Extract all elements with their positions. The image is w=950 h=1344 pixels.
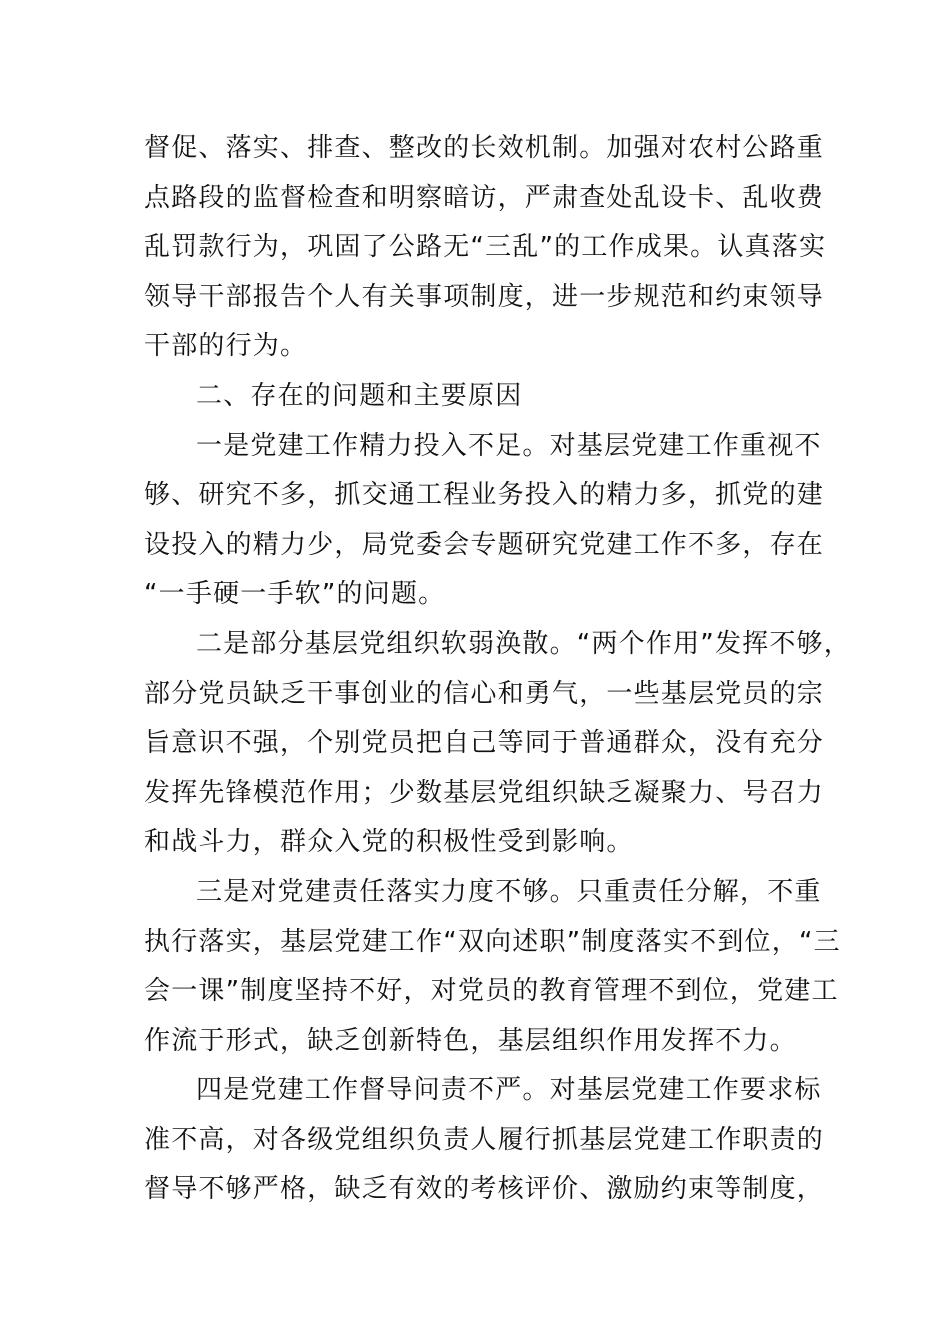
text-line: 乱罚款行为，巩固了公路无“三乱”的工作成果。认真落实 [144,232,827,263]
text-line: “一手硬一手软”的问题。 [144,579,446,610]
text-line: 执行落实，基层党建工作“双向述职”制度落实不到位，“三 [144,926,841,957]
text-line: 督导不够严格，缺乏有效的考核评价、激励约束等制度， [144,1174,825,1205]
text-line: 部分党员缺乏干事创业的信心和勇气，一些基层党员的宗 [144,678,825,709]
text-line: 二是部分基层党组织软弱涣散。“两个作用”发挥不够， [196,628,851,659]
text-line: 发挥先锋模范作用；少数基层党组织缺乏凝聚力、号召力 [144,777,825,808]
text-line: 一是党建工作精力投入不足。对基层党建工作重视不 [196,430,822,461]
text-line: 和战斗力，群众入党的积极性受到影响。 [144,827,634,858]
text-line: 设投入的精力少，局党委会专题研究党建工作不多，存在 [144,529,825,560]
text-line: 干部的行为。 [144,331,308,362]
text-line: 督促、落实、排查、整改的长效机制。加强对农村公路重 [144,133,825,163]
text-line: 四是党建工作督导问责不严。对基层党建工作要求标 [196,1075,822,1106]
text-line: 旨意识不强，个别党员把自己等同于普通群众，没有充分 [144,728,825,759]
text-line: 会一课”制度坚持不好，对党员的教育管理不到位，党建工 [144,976,839,1007]
text-line: 二、存在的问题和主要原因 [196,380,523,411]
text-line: 三是对党建责任落实力度不够。只重责任分解，不重 [196,876,822,907]
text-line: 准不高，对各级党组织负责人履行抓基层党建工作职责的 [144,1124,825,1155]
text-line: 领导干部报告个人有关事项制度，进一步规范和约束领导 [144,281,825,312]
document-body [144,124,851,1215]
text-line: 够、研究不多，抓交通工程业务投入的精力多，抓党的建 [144,480,825,511]
text-line: 点路段的监督检查和明察暗访，严肃查处乱设卡、乱收费 [144,182,825,213]
text-line: 作流于形式，缺乏创新特色，基层组织作用发挥不力。 [144,1025,797,1056]
